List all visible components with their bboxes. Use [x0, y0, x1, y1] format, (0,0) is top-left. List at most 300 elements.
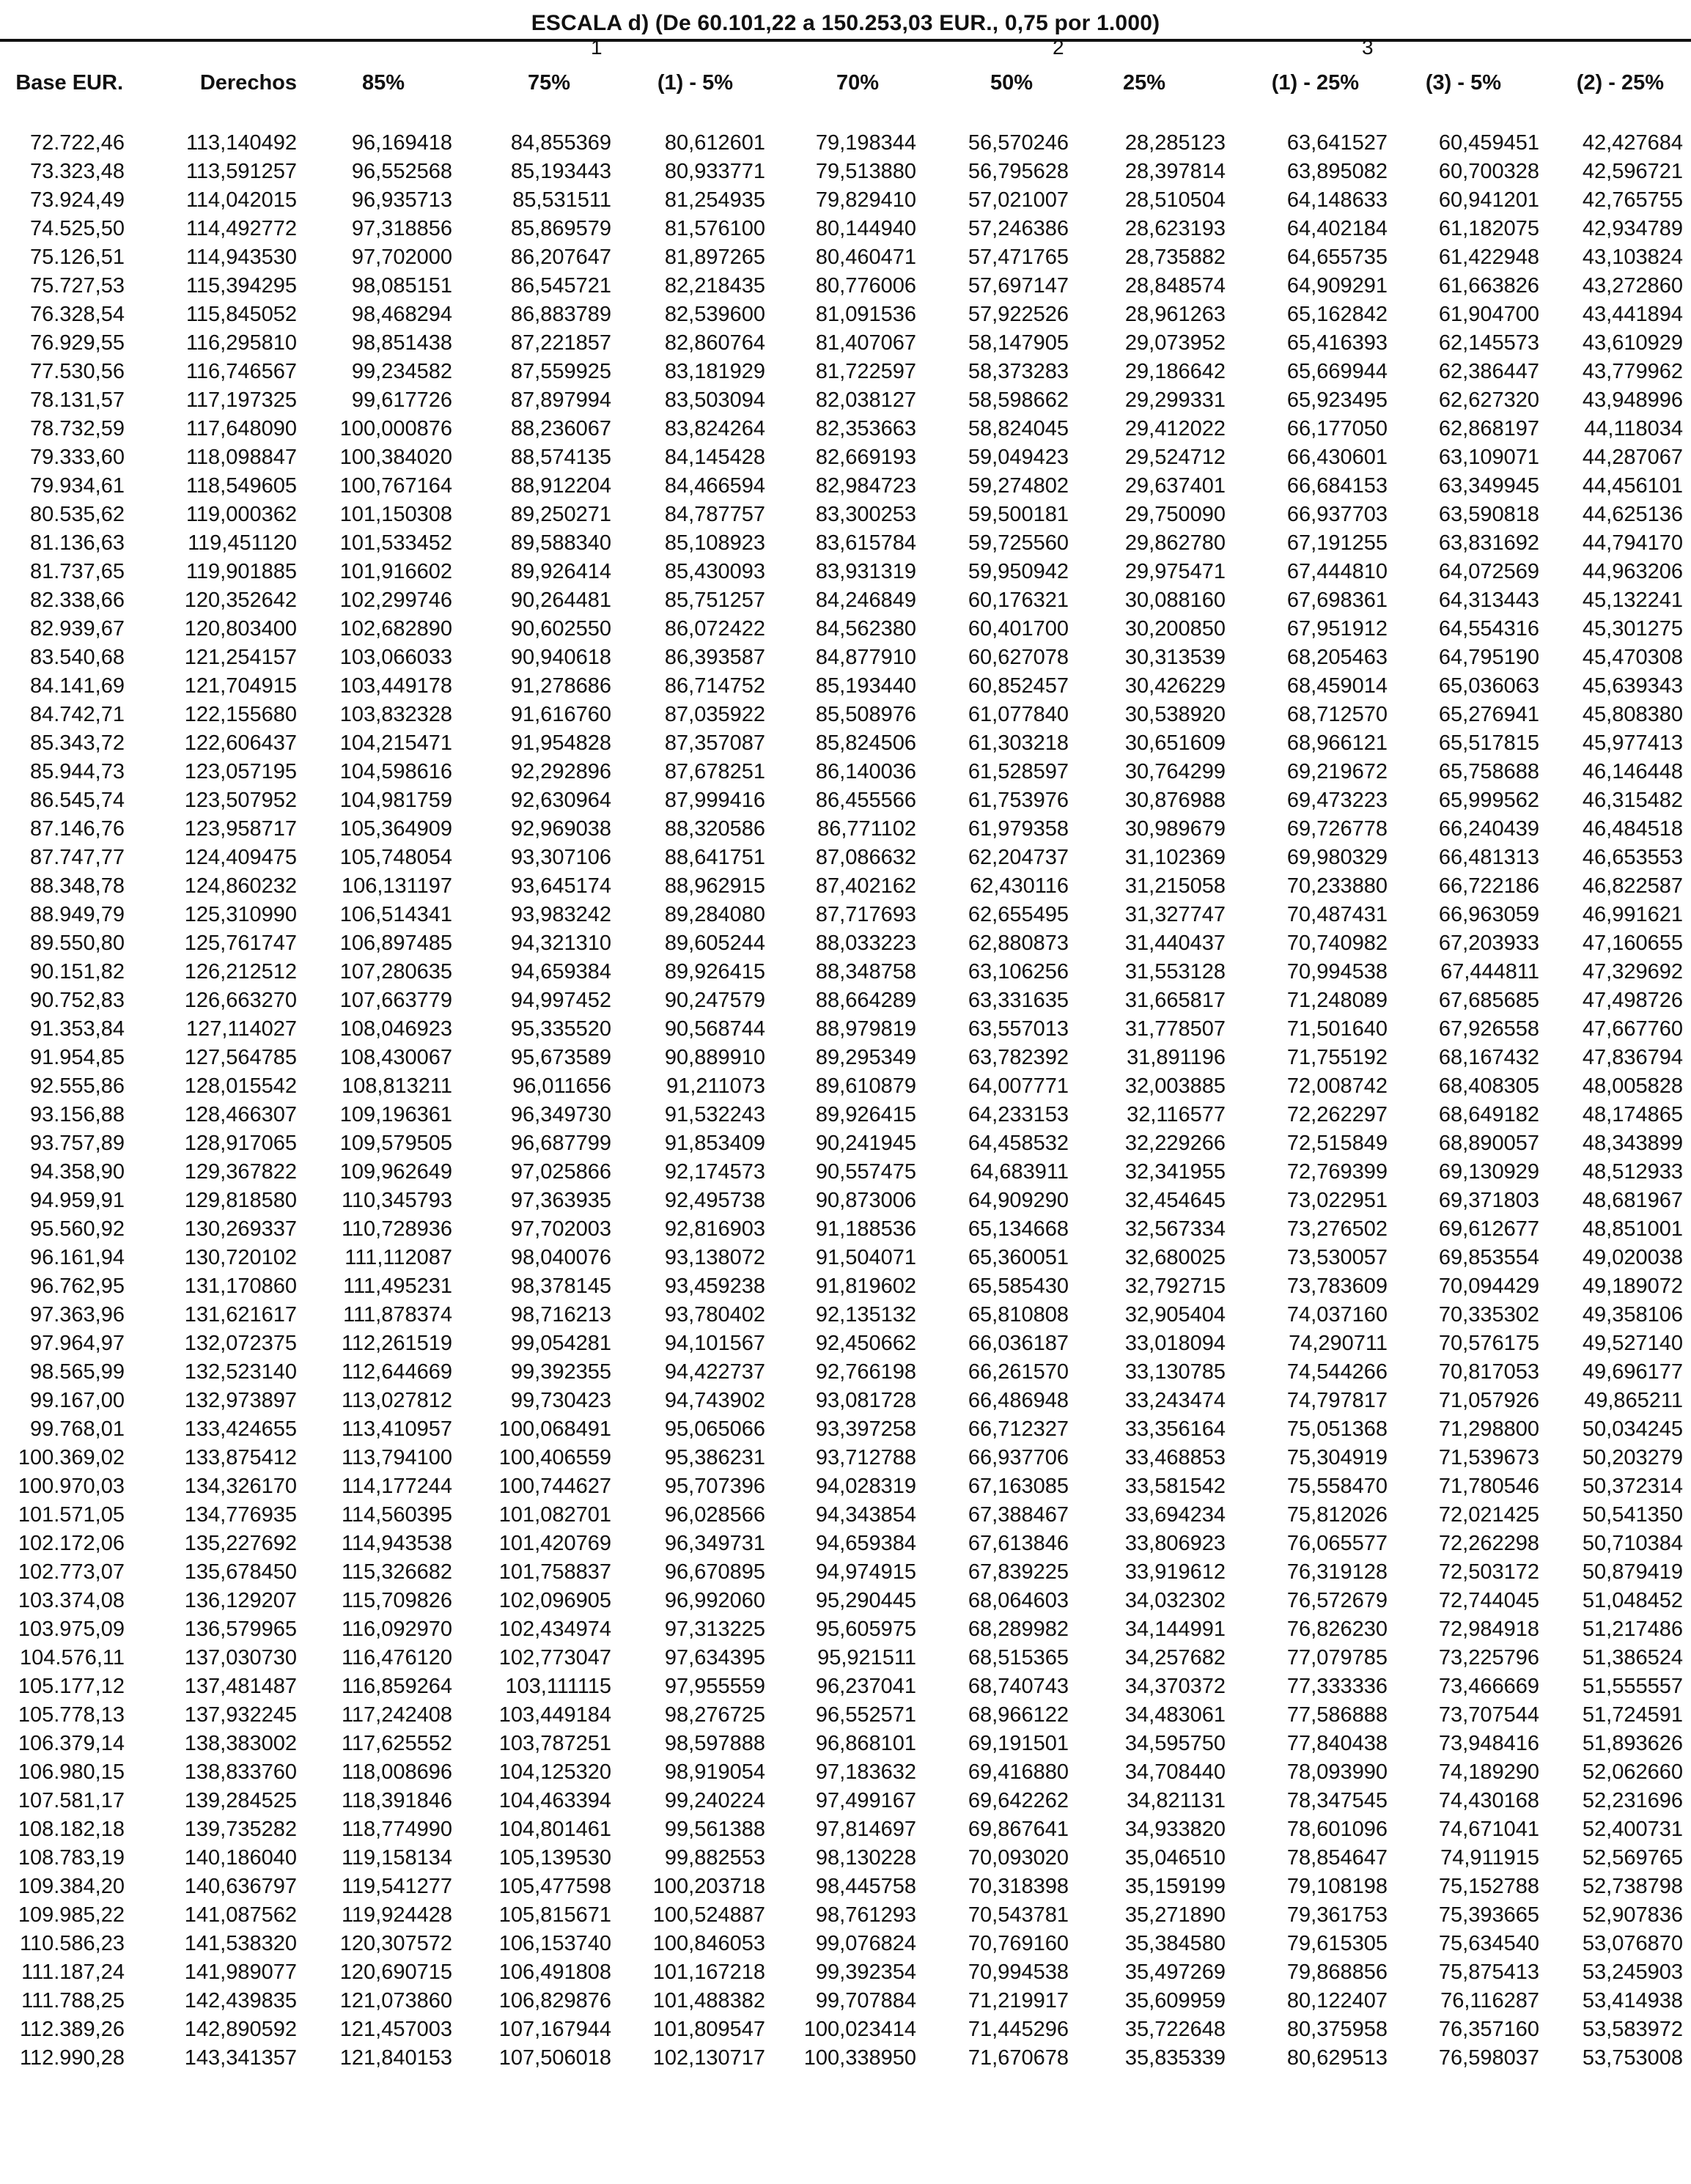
table-header — [0, 64, 1691, 101]
table-cell-85-pct: 102,299746 — [339, 589, 452, 612]
table-cell-base-eur: 100.369,02 — [18, 1446, 125, 1469]
table-cell-base-eur: 85.343,72 — [29, 731, 125, 755]
table-cell-75-pct: 105,477598 — [498, 1875, 611, 1898]
table-cell-1-25-pct: 75,304919 — [1286, 1446, 1388, 1469]
table-cell-3-5-pct: 75,875413 — [1438, 1960, 1539, 1984]
table-row — [0, 272, 1691, 300]
table-cell-75-pct: 85,193443 — [510, 160, 611, 183]
table-cell-75-pct: 94,997452 — [510, 989, 611, 1012]
table-cell-2-25-pct: 53,076870 — [1582, 1932, 1683, 1955]
table-cell-2-25-pct: 48,174865 — [1582, 1103, 1683, 1126]
table-cell-50-pct: 58,824045 — [968, 417, 1069, 440]
table-cell-85-pct: 103,449178 — [339, 674, 452, 698]
table-cell-70-pct: 90,557475 — [815, 1160, 916, 1184]
table-cell-base-eur: 103.374,08 — [18, 1589, 125, 1612]
table-row — [0, 129, 1691, 158]
table-cell-50-pct: 57,471765 — [968, 246, 1069, 269]
table-cell-1-25-pct: 77,079785 — [1286, 1646, 1388, 1670]
table-cell-2-25-pct: 46,653553 — [1582, 846, 1683, 869]
table-cell-1-25-pct: 71,755192 — [1286, 1046, 1388, 1069]
table-cell-25-pct: 34,370372 — [1124, 1675, 1226, 1698]
table-row — [0, 558, 1691, 586]
table-cell-85-pct: 96,935713 — [351, 188, 452, 212]
table-cell-derechos: 127,114027 — [185, 1017, 297, 1041]
table-cell-derechos: 113,591257 — [185, 160, 297, 183]
table-row — [0, 758, 1691, 786]
table-cell-50-pct: 59,950942 — [968, 560, 1069, 583]
table-cell-1-25-pct: 79,108198 — [1286, 1875, 1388, 1898]
table-cell-1-5-pct: 96,028566 — [664, 1503, 765, 1527]
table-cell-derechos: 127,564785 — [184, 1046, 297, 1069]
table-row — [0, 986, 1691, 1015]
table-cell-75-pct: 90,940618 — [510, 646, 611, 669]
table-cell-2-25-pct: 49,358106 — [1582, 1303, 1683, 1327]
table-cell-1-5-pct: 91,853409 — [664, 1132, 765, 1155]
table-cell-2-25-pct: 51,724591 — [1582, 1703, 1683, 1727]
table-cell-1-25-pct: 64,655735 — [1286, 246, 1388, 269]
table-row — [0, 1758, 1691, 1787]
table-cell-2-25-pct: 47,498726 — [1582, 989, 1683, 1012]
table-cell-50-pct: 63,782392 — [968, 1046, 1069, 1069]
table-cell-3-5-pct: 71,298800 — [1438, 1417, 1539, 1441]
table-row — [0, 243, 1691, 272]
table-cell-2-25-pct: 42,765755 — [1582, 188, 1683, 212]
table-cell-75-pct: 101,082701 — [498, 1503, 611, 1527]
table-cell-base-eur: 75.126,51 — [29, 246, 125, 269]
table-cell-derechos: 123,507952 — [184, 789, 297, 812]
table-cell-1-25-pct: 66,684153 — [1286, 474, 1388, 498]
table-cell-derechos: 137,932245 — [184, 1703, 297, 1727]
table-cell-derechos: 131,170860 — [184, 1274, 297, 1298]
table-cell-70-pct: 89,926415 — [815, 1103, 916, 1126]
table-cell-base-eur: 112.389,26 — [20, 2018, 125, 2041]
table-cell-85-pct: 96,552568 — [351, 160, 452, 183]
table-cell-25-pct: 31,891196 — [1127, 1046, 1226, 1069]
table-cell-1-25-pct: 63,895082 — [1286, 160, 1388, 183]
table-cell-50-pct: 62,655495 — [968, 903, 1069, 926]
table-cell-75-pct: 98,716213 — [510, 1303, 611, 1327]
table-row — [0, 1158, 1691, 1187]
table-cell-70-pct: 86,771102 — [817, 817, 916, 841]
table-row — [0, 643, 1691, 672]
table-cell-1-5-pct: 87,999416 — [664, 789, 765, 812]
table-cell-75-pct: 89,926414 — [510, 560, 611, 583]
table-cell-1-25-pct: 73,783609 — [1286, 1274, 1388, 1298]
table-cell-derechos: 113,140492 — [185, 131, 297, 155]
table-cell-25-pct: 29,524712 — [1124, 446, 1226, 469]
table-cell-1-5-pct: 96,349731 — [664, 1532, 765, 1555]
table-cell-derechos: 139,735282 — [184, 1818, 297, 1841]
table-cell-50-pct: 59,500181 — [968, 503, 1069, 526]
table-cell-base-eur: 110.586,23 — [20, 1932, 125, 1955]
table-cell-25-pct: 31,215058 — [1124, 874, 1226, 898]
table-cell-70-pct: 97,814697 — [815, 1818, 916, 1841]
table-cell-3-5-pct: 72,744045 — [1438, 1589, 1539, 1612]
table-cell-75-pct: 107,167944 — [498, 2018, 611, 2041]
table-cell-70-pct: 91,504071 — [815, 1246, 916, 1269]
table-cell-50-pct: 67,163085 — [968, 1475, 1069, 1498]
table-cell-50-pct: 61,753976 — [968, 789, 1069, 812]
table-cell-50-pct: 62,880873 — [968, 931, 1069, 955]
table-cell-85-pct: 113,794100 — [341, 1446, 452, 1469]
table-cell-70-pct: 92,135132 — [815, 1303, 916, 1327]
table-cell-75-pct: 101,420769 — [498, 1532, 611, 1555]
table-cell-1-25-pct: 68,205463 — [1286, 646, 1388, 669]
table-cell-derechos: 128,917065 — [184, 1132, 297, 1155]
table-cell-2-25-pct: 42,427684 — [1582, 131, 1683, 155]
table-row — [0, 1444, 1691, 1472]
table-cell-70-pct: 84,246849 — [815, 589, 916, 612]
table-cell-75-pct: 94,659384 — [510, 960, 611, 984]
table-cell-25-pct: 30,200850 — [1124, 617, 1226, 641]
table-cell-3-5-pct: 73,466669 — [1438, 1675, 1539, 1698]
table-cell-1-25-pct: 64,909291 — [1286, 274, 1388, 298]
table-cell-3-5-pct: 63,590818 — [1438, 503, 1539, 526]
table-cell-2-25-pct: 52,569765 — [1582, 1846, 1683, 1870]
table-cell-3-5-pct: 76,116287 — [1440, 1989, 1539, 2013]
table-cell-50-pct: 62,430116 — [970, 874, 1069, 898]
table-cell-1-5-pct: 94,422737 — [664, 1360, 765, 1384]
table-cell-50-pct: 60,176321 — [968, 589, 1069, 612]
table-cell-derechos: 130,720102 — [184, 1246, 297, 1269]
table-cell-base-eur: 84.742,71 — [29, 703, 125, 726]
table-cell-1-5-pct: 87,357087 — [664, 731, 765, 755]
table-cell-25-pct: 35,835339 — [1124, 2046, 1226, 2070]
table-cell-derechos: 120,352642 — [184, 589, 297, 612]
table-cell-50-pct: 58,373283 — [968, 360, 1069, 383]
table-cell-50-pct: 64,909290 — [968, 1189, 1069, 1212]
table-cell-3-5-pct: 74,189290 — [1438, 1760, 1539, 1784]
table-cell-2-25-pct: 53,583972 — [1582, 2018, 1683, 2041]
table-cell-derechos: 126,212512 — [184, 960, 297, 984]
table-cell-75-pct: 87,559925 — [510, 360, 611, 383]
table-cell-3-5-pct: 76,357160 — [1438, 2018, 1539, 2041]
table-cell-75-pct: 93,983242 — [510, 903, 611, 926]
table-cell-25-pct: 33,468853 — [1124, 1446, 1226, 1469]
table-cell-derechos: 125,310990 — [184, 903, 297, 926]
table-cell-1-5-pct: 97,955559 — [664, 1675, 765, 1698]
table-cell-derechos: 137,481487 — [184, 1675, 297, 1698]
table-cell-70-pct: 100,338950 — [803, 2046, 916, 2070]
table-cell-75-pct: 88,574135 — [510, 446, 611, 469]
table-cell-1-25-pct: 73,276502 — [1286, 1217, 1388, 1241]
table-cell-25-pct: 34,257682 — [1124, 1646, 1226, 1670]
table-cell-2-25-pct: 50,034245 — [1582, 1417, 1683, 1441]
table-cell-base-eur: 83.540,68 — [29, 646, 125, 669]
table-cell-1-25-pct: 67,951912 — [1286, 617, 1388, 641]
table-cell-2-25-pct: 48,681967 — [1582, 1189, 1683, 1212]
table-cell-base-eur: 84.141,69 — [29, 674, 125, 698]
table-cell-base-eur: 99.167,00 — [29, 1389, 125, 1412]
table-cell-70-pct: 85,193440 — [815, 674, 916, 698]
table-cell-70-pct: 97,183632 — [815, 1760, 916, 1784]
table-cell-3-5-pct: 61,182075 — [1438, 217, 1539, 240]
table-row — [0, 586, 1691, 615]
table-cell-base-eur: 108.182,18 — [18, 1818, 125, 1841]
table-cell-75-pct: 102,096905 — [498, 1589, 611, 1612]
table-cell-70-pct: 89,610879 — [815, 1074, 916, 1098]
table-cell-2-25-pct: 48,005828 — [1582, 1074, 1683, 1098]
table-cell-75-pct: 91,278686 — [510, 674, 611, 698]
table-cell-derechos: 132,072375 — [184, 1332, 297, 1355]
table-cell-base-eur: 75.727,53 — [29, 274, 125, 298]
table-cell-derechos: 128,466307 — [184, 1103, 297, 1126]
table-cell-70-pct: 90,873006 — [815, 1189, 916, 1212]
table-row — [0, 1501, 1691, 1530]
table-cell-1-5-pct: 82,539600 — [664, 303, 765, 326]
table-cell-2-25-pct: 46,146448 — [1582, 760, 1683, 783]
table-cell-50-pct: 61,303218 — [968, 731, 1069, 755]
table-cell-85-pct: 104,981759 — [339, 789, 452, 812]
table-cell-70-pct: 99,076824 — [815, 1932, 916, 1955]
table-cell-70-pct: 95,605975 — [815, 1617, 916, 1641]
table-cell-base-eur: 97.363,96 — [29, 1303, 125, 1327]
table-row — [0, 1215, 1691, 1244]
table-cell-3-5-pct: 65,517815 — [1438, 731, 1539, 755]
table-cell-1-25-pct: 63,641527 — [1286, 131, 1388, 155]
table-cell-1-25-pct: 72,008742 — [1286, 1074, 1388, 1098]
table-cell-derechos: 123,958717 — [184, 817, 297, 841]
table-cell-85-pct: 97,318856 — [351, 217, 452, 240]
table-cell-50-pct: 63,331635 — [968, 989, 1069, 1012]
table-cell-2-25-pct: 43,779962 — [1582, 360, 1683, 383]
table-cell-70-pct: 98,130228 — [815, 1846, 916, 1870]
table-cell-1-25-pct: 67,698361 — [1286, 589, 1388, 612]
table-cell-25-pct: 32,905404 — [1124, 1303, 1226, 1327]
table-cell-2-25-pct: 47,836794 — [1582, 1046, 1683, 1069]
table-cell-3-5-pct: 73,948416 — [1438, 1732, 1539, 1755]
table-cell-50-pct: 67,839225 — [968, 1560, 1069, 1584]
table-cell-85-pct: 98,468294 — [351, 303, 452, 326]
table-cell-2-25-pct: 50,203279 — [1582, 1446, 1683, 1469]
table-cell-25-pct: 28,735882 — [1124, 246, 1226, 269]
table-cell-75-pct: 96,349730 — [510, 1103, 611, 1126]
table-cell-2-25-pct: 45,977413 — [1582, 731, 1683, 755]
table-cell-base-eur: 82.939,67 — [29, 617, 125, 641]
table-cell-1-25-pct: 80,629513 — [1286, 2046, 1388, 2070]
table-cell-50-pct: 71,445296 — [968, 2018, 1069, 2041]
table-cell-75-pct: 96,687799 — [510, 1132, 611, 1155]
table-cell-1-5-pct: 86,714752 — [664, 674, 765, 698]
table-cell-1-5-pct: 89,284080 — [664, 903, 765, 926]
table-cell-3-5-pct: 76,598037 — [1438, 2046, 1539, 2070]
table-cell-85-pct: 116,476120 — [341, 1646, 452, 1670]
table-cell-2-25-pct: 53,753008 — [1582, 2046, 1683, 2070]
table-cell-75-pct: 92,292896 — [510, 760, 611, 783]
table-cell-derechos: 140,636797 — [184, 1875, 297, 1898]
table-cell-1-25-pct: 77,840438 — [1286, 1732, 1388, 1755]
table-cell-85-pct: 114,177244 — [341, 1475, 452, 1498]
table-cell-3-5-pct: 64,795190 — [1438, 646, 1539, 669]
table-cell-70-pct: 79,513880 — [815, 160, 916, 183]
table-row — [0, 443, 1691, 472]
table-cell-85-pct: 99,617726 — [351, 388, 452, 412]
table-cell-derechos: 119,901885 — [185, 560, 297, 583]
table-row — [0, 1244, 1691, 1272]
table-cell-derechos: 117,648090 — [185, 417, 297, 440]
table-cell-3-5-pct: 74,430168 — [1438, 1789, 1539, 1812]
table-cell-25-pct: 35,497269 — [1124, 1960, 1226, 1984]
table-cell-75-pct: 93,645174 — [510, 874, 611, 898]
table-cell-70-pct: 81,722597 — [815, 360, 916, 383]
table-cell-3-5-pct: 68,649182 — [1438, 1103, 1539, 1126]
table-cell-25-pct: 31,440437 — [1124, 931, 1226, 955]
table-cell-50-pct: 65,585430 — [968, 1274, 1069, 1298]
table-cell-base-eur: 91.954,85 — [29, 1046, 125, 1069]
table-cell-2-25-pct: 45,132241 — [1582, 589, 1683, 612]
table-cell-25-pct: 33,243474 — [1124, 1389, 1226, 1412]
table-cell-75-pct: 97,363935 — [510, 1189, 611, 1212]
table-cell-85-pct: 100,384020 — [339, 446, 452, 469]
table-cell-25-pct: 28,623193 — [1124, 217, 1226, 240]
table-cell-25-pct: 31,102369 — [1124, 846, 1226, 869]
table-cell-1-5-pct: 92,174573 — [664, 1160, 765, 1184]
table-cell-75-pct: 99,054281 — [510, 1332, 611, 1355]
table-row — [0, 300, 1691, 329]
table-cell-3-5-pct: 71,057926 — [1438, 1389, 1539, 1412]
table-cell-75-pct: 85,869579 — [510, 217, 611, 240]
table-cell-25-pct: 30,764299 — [1124, 760, 1226, 783]
table-cell-3-5-pct: 70,576175 — [1438, 1332, 1539, 1355]
table-cell-1-25-pct: 73,530057 — [1286, 1246, 1388, 1269]
column-header-70-pct: 70% — [836, 71, 879, 95]
column-header-1-5-pct: (1) - 5% — [657, 71, 733, 95]
table-cell-25-pct: 34,821131 — [1127, 1789, 1226, 1812]
table-cell-base-eur: 104.576,11 — [20, 1646, 125, 1670]
table-cell-25-pct: 34,483061 — [1124, 1703, 1226, 1727]
table-cell-base-eur: 79.934,61 — [29, 474, 125, 498]
table-cell-3-5-pct: 67,203933 — [1438, 931, 1539, 955]
table-cell-25-pct: 35,609959 — [1124, 1989, 1226, 2013]
table-cell-1-25-pct: 65,923495 — [1286, 388, 1388, 412]
table-cell-derechos: 115,394295 — [185, 274, 297, 298]
table-cell-2-25-pct: 51,217486 — [1582, 1617, 1683, 1641]
table-cell-85-pct: 108,813211 — [341, 1074, 452, 1098]
table-row — [0, 1873, 1691, 1901]
table-cell-25-pct: 30,876988 — [1124, 789, 1226, 812]
table-cell-85-pct: 119,541277 — [341, 1875, 452, 1898]
table-cell-75-pct: 104,463394 — [498, 1789, 611, 1812]
table-cell-70-pct: 82,669193 — [815, 446, 916, 469]
table-cell-1-5-pct: 101,488382 — [652, 1989, 765, 2013]
table-row — [0, 1044, 1691, 1072]
table-cell-75-pct: 86,207647 — [510, 246, 611, 269]
table-cell-base-eur: 106.980,15 — [18, 1760, 125, 1784]
table-cell-70-pct: 79,198344 — [815, 131, 916, 155]
table-cell-85-pct: 107,663779 — [339, 989, 452, 1012]
table-cell-3-5-pct: 70,335302 — [1438, 1303, 1539, 1327]
table-cell-25-pct: 32,680025 — [1124, 1246, 1226, 1269]
table-cell-1-25-pct: 77,333336 — [1286, 1675, 1388, 1698]
table-cell-derechos: 118,549605 — [185, 474, 297, 498]
table-cell-base-eur: 105.177,12 — [18, 1675, 125, 1698]
table-cell-3-5-pct: 72,262298 — [1438, 1532, 1539, 1555]
table-cell-derechos: 141,989077 — [184, 1960, 297, 1984]
table-cell-75-pct: 92,969038 — [510, 817, 611, 841]
table-cell-3-5-pct: 62,145573 — [1438, 331, 1539, 355]
column-header-85-pct: 85% — [361, 71, 405, 95]
table-cell-1-5-pct: 85,430093 — [664, 560, 765, 583]
table-cell-85-pct: 111,878374 — [343, 1303, 452, 1327]
table-cell-50-pct: 64,233153 — [968, 1103, 1069, 1126]
table-row — [0, 1272, 1691, 1301]
table-row — [0, 1387, 1691, 1415]
table-cell-85-pct: 113,410957 — [341, 1417, 452, 1441]
table-cell-derechos: 114,943530 — [185, 246, 297, 269]
table-cell-1-5-pct: 85,108923 — [664, 531, 765, 555]
table-cell-1-25-pct: 65,162842 — [1286, 303, 1388, 326]
table-cell-70-pct: 83,300253 — [815, 503, 916, 526]
table-cell-50-pct: 71,219917 — [968, 1989, 1069, 2013]
table-cell-85-pct: 101,533452 — [339, 531, 452, 555]
table-row — [0, 1472, 1691, 1501]
table-cell-2-25-pct: 43,441894 — [1582, 303, 1683, 326]
table-cell-3-5-pct: 66,963059 — [1438, 903, 1539, 926]
table-cell-base-eur: 112.990,28 — [20, 2046, 125, 2070]
table-cell-1-25-pct: 68,459014 — [1286, 674, 1388, 698]
table-cell-3-5-pct: 61,422948 — [1438, 246, 1539, 269]
table-cell-derechos: 143,341357 — [184, 2046, 297, 2070]
table-cell-50-pct: 56,795628 — [968, 160, 1069, 183]
table-cell-25-pct: 33,919612 — [1124, 1560, 1226, 1584]
page-title: ESCALA d) (De 60.101,22 a 150.253,03 EUR., 0,75 por 1.000) — [531, 11, 1160, 35]
table-row — [0, 329, 1691, 358]
table-cell-1-5-pct: 95,707396 — [664, 1475, 765, 1498]
table-cell-1-5-pct: 94,101567 — [664, 1332, 765, 1355]
table-cell-25-pct: 28,961263 — [1124, 303, 1226, 326]
table-cell-1-5-pct: 82,860764 — [664, 331, 765, 355]
table-cell-25-pct: 33,581542 — [1124, 1475, 1226, 1498]
table-cell-50-pct: 59,049423 — [968, 446, 1069, 469]
table-cell-75-pct: 98,040076 — [510, 1246, 611, 1269]
table-cell-3-5-pct: 65,276941 — [1438, 703, 1539, 726]
table-cell-3-5-pct: 61,663826 — [1438, 274, 1539, 298]
table-cell-1-25-pct: 78,347545 — [1286, 1789, 1388, 1812]
table-cell-1-25-pct: 79,361753 — [1286, 1903, 1388, 1927]
table-cell-derechos: 130,269337 — [184, 1217, 297, 1241]
table-cell-25-pct: 29,186642 — [1124, 360, 1226, 383]
table-cell-75-pct: 97,702003 — [510, 1217, 611, 1241]
table-cell-derechos: 134,326170 — [184, 1475, 297, 1498]
table-cell-1-5-pct: 93,138072 — [664, 1246, 765, 1269]
table-cell-1-5-pct: 82,218435 — [664, 274, 765, 298]
table-cell-75-pct: 106,491808 — [498, 1960, 611, 1984]
table-cell-2-25-pct: 50,710384 — [1582, 1532, 1683, 1555]
table-cell-1-5-pct: 101,167218 — [652, 1960, 765, 1984]
table-cell-75-pct: 98,378145 — [510, 1274, 611, 1298]
table-cell-3-5-pct: 64,313443 — [1438, 589, 1539, 612]
table-cell-3-5-pct: 61,904700 — [1438, 303, 1539, 326]
table-cell-1-5-pct: 97,313225 — [664, 1617, 765, 1641]
table-cell-1-5-pct: 84,145428 — [664, 446, 765, 469]
column-header-2-25-pct: (2) - 25% — [1576, 71, 1664, 95]
table-cell-3-5-pct: 62,386447 — [1438, 360, 1539, 383]
table-cell-1-25-pct: 64,402184 — [1286, 217, 1388, 240]
table-cell-1-25-pct: 71,501640 — [1286, 1017, 1388, 1041]
table-cell-base-eur: 79.333,60 — [29, 446, 125, 469]
table-row — [0, 1415, 1691, 1444]
table-cell-50-pct: 63,106256 — [968, 960, 1069, 984]
table-row — [0, 672, 1691, 701]
table-cell-derechos: 135,227692 — [184, 1532, 297, 1555]
table-row — [0, 1587, 1691, 1615]
table-cell-85-pct: 119,924428 — [341, 1903, 452, 1927]
table-row — [0, 1644, 1691, 1672]
table-cell-3-5-pct: 69,130929 — [1438, 1160, 1539, 1184]
table-cell-2-25-pct: 44,625136 — [1582, 503, 1683, 526]
table-cell-base-eur: 94.959,91 — [29, 1189, 125, 1212]
column-group-1: 1 — [591, 36, 603, 59]
